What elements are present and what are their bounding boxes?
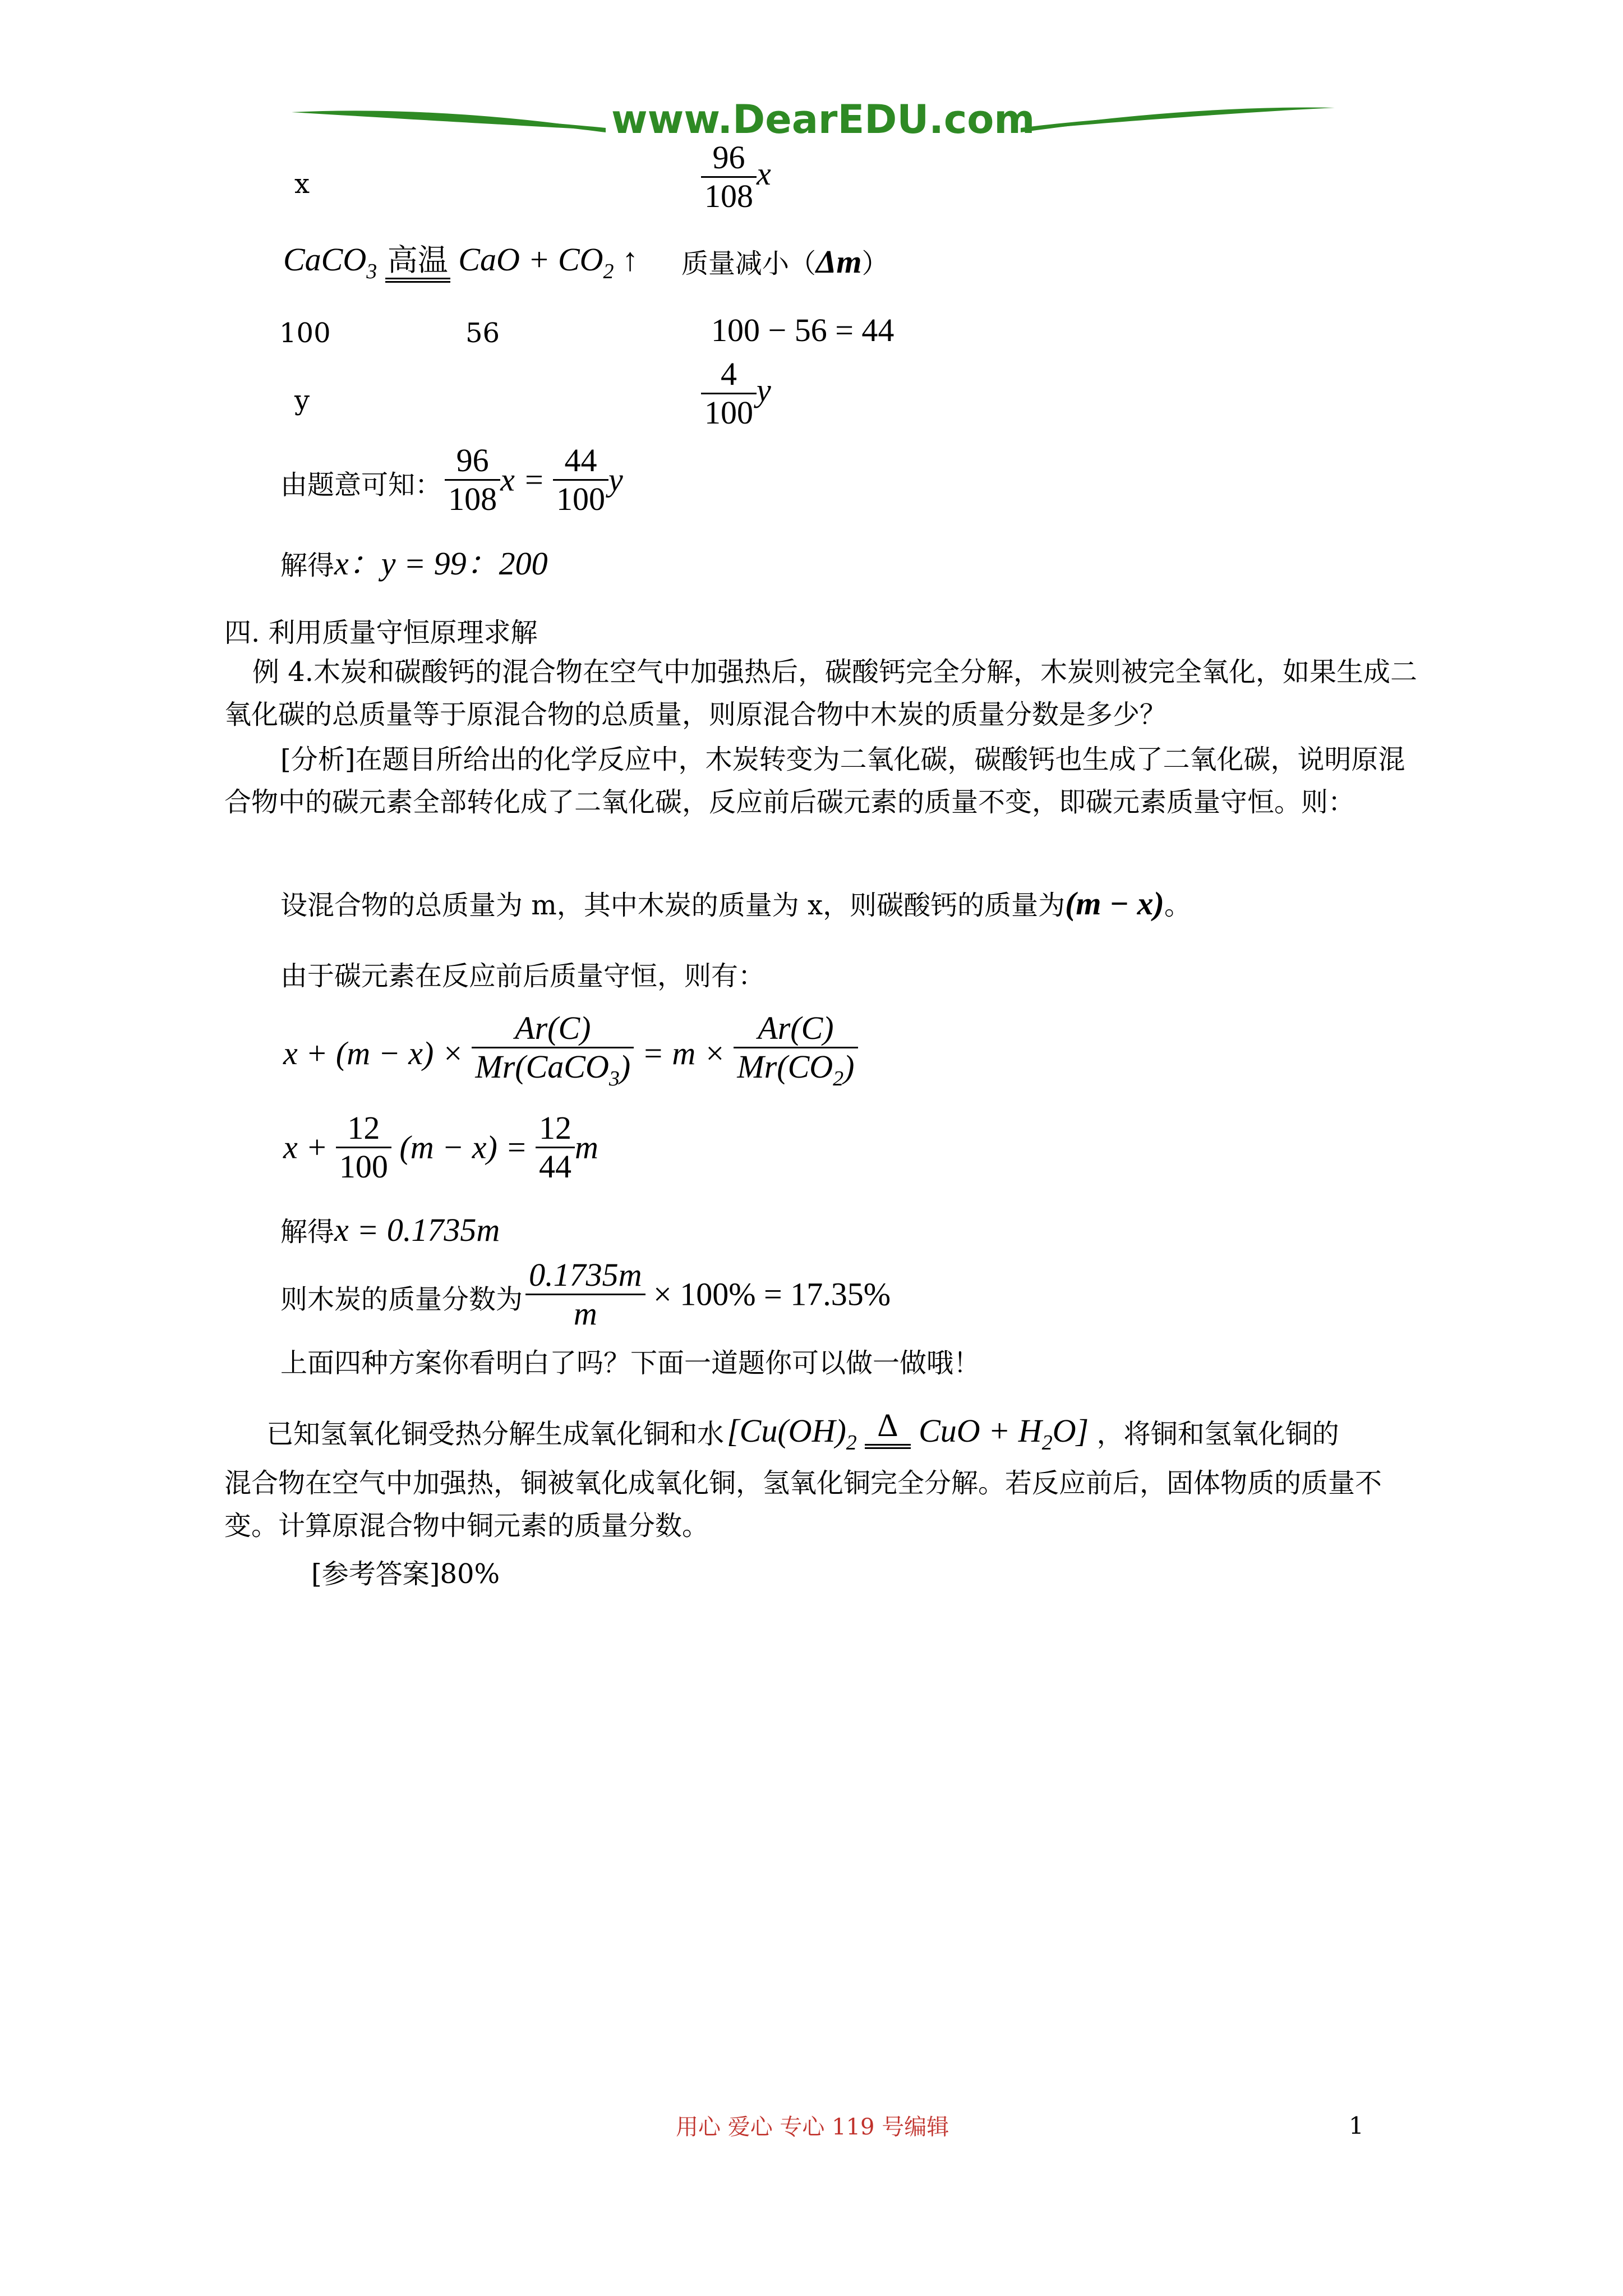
gas-up-arrow-icon: ↑ [622, 241, 639, 278]
mass-difference: 100 − 56 = 44 [711, 312, 895, 348]
fraction-denominator: 108 [701, 176, 757, 215]
ratio-solution: 解得x：y = 99：200 [280, 545, 548, 582]
x-label: x [294, 168, 310, 200]
reaction-condition: 高温 [385, 242, 450, 283]
header-banner [292, 95, 1335, 151]
footer-text: 用心 爱心 专心 119 号编辑 [676, 2114, 949, 2140]
molar-mass-100: 100 [279, 318, 331, 349]
reference-answer: [参考答案]80% [311, 1558, 500, 1590]
mass-fraction-result: 则木炭的质量分数为 $\frac{0.1735m}{m}$ × 100% = 17.35% [280, 1257, 891, 1332]
conservation-equation-1: x + (m − x) × $\frac{Ar(C)}{Mr(CaCO_3)}$ = m × $\frac{Ar(C)}{Mr(CO_2)}$ [283, 1010, 858, 1097]
conservation-line: 由于碳元素在反应前后质量守恒，则有： [280, 960, 766, 992]
exercise-first-line: 已知氢氧化铜受热分解生成氧化铜和水 [$Cu(OH)_2$ Δ CuO + $H_2O$] ，将铜和氢氧化铜的 [266, 1407, 1339, 1455]
heat-condition: Δ [865, 1407, 910, 1449]
molar-mass-56: 56 [465, 318, 500, 349]
closing-line: 上面四种方案你看明白了吗？下面一道题你可以做一做哦！ [280, 1347, 981, 1379]
y-label: y [294, 385, 310, 416]
section-heading: 四. 利用质量守恒原理求解 [224, 617, 538, 648]
exercise-body: 混合物在空气中加强热，铜被氧化成氧化铜，氢氧化铜完全分解。若反应前后，固体物质的质量不变。计算原混合物中铜元素的质量分数。 [224, 1467, 1382, 1542]
setup-line: 设混合物的总质量为 m，其中木炭的质量为 x，则碳酸钙的质量为(m − x)。 [280, 885, 1192, 922]
decomposition-equation: CaCO$_3$ 高温 CaO + $CO_2$ ↑ [283, 241, 639, 283]
analysis-text: [分析]在题目所给出的化学反应中，木炭转变为二氧化碳，碳酸钙也生成了二氧化碳，说明原混合物中的碳元素全部转化成了二氧化碳，反应前后碳元素的质量不变，即碳元素质量守恒。则： [224, 744, 1405, 818]
mass-decrease-label: 质量减小（Δm） [681, 243, 889, 280]
site-title: www.DearEDU.com [611, 96, 1035, 142]
fraction-numerator: 96 [712, 139, 745, 176]
x-variable: x [757, 155, 771, 192]
example-4-text: 例 4.木炭和碳酸钙的混合物在空气中加强热后，碳酸钙完全分解，木炭则被完全氧化，如果生成二氧化碳的总质量等于原混合物的总质量，则原混合物中木炭的质量分数是多少？ [224, 656, 1418, 730]
y-variable: y [757, 371, 771, 408]
y-mass-fraction [701, 356, 771, 431]
known-equation: 由题意可知： $\frac{96}{108}$ x = $\frac{44}{100}$ y [280, 442, 623, 517]
conservation-equation-2: x + $\frac{12}{100}$ (m − x) = $\frac{12}{44}$ m [283, 1110, 598, 1185]
x-solution: 解得x = 0.1735m [280, 1212, 500, 1248]
fraction-denominator: 100 [701, 393, 757, 431]
x-mass-fraction [701, 139, 771, 215]
page-number: 1 [1349, 2112, 1364, 2139]
fraction-numerator: 4 [721, 356, 737, 392]
